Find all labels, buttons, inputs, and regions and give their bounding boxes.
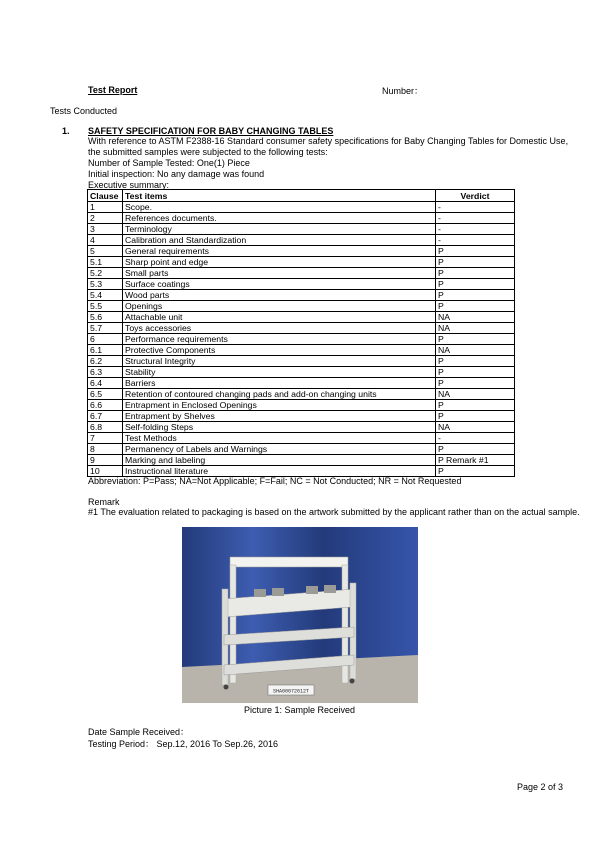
table-row — [88, 202, 515, 213]
page-number: Page 2 of 3 — [517, 782, 564, 792]
date-sample-received: Date Sample Received： — [88, 727, 190, 737]
table-row — [88, 257, 515, 268]
test-item-cell: Sharp point and edge — [123, 257, 436, 268]
verdict-cell: NA — [436, 422, 515, 433]
picture-caption: Picture 1: Sample Received — [244, 705, 356, 715]
clause-cell: 1 — [88, 202, 123, 213]
clause-cell: 6 — [88, 334, 123, 345]
verdict-cell: P — [436, 334, 515, 345]
table-body — [88, 202, 515, 477]
table-row — [88, 301, 515, 312]
test-item-cell: Scope. — [123, 202, 436, 213]
verdict-cell: P — [436, 400, 515, 411]
table-row — [88, 422, 515, 433]
clause-cell: 6.6 — [88, 400, 123, 411]
table-row — [88, 455, 515, 466]
table-row — [88, 367, 515, 378]
verdict-cell: P — [436, 268, 515, 279]
tests-conducted-heading: Tests Conducted — [50, 106, 118, 116]
intro-line: With reference to ASTM F2388-16 Standard consumer safety specifications for Baby Changing Tables for Domestic Use, — [88, 136, 569, 146]
test-item-cell: Attachable unit — [123, 312, 436, 323]
verdict-cell: P — [436, 444, 515, 455]
table-row — [88, 312, 515, 323]
report-number-label: Number： — [382, 86, 424, 96]
verdict-cell: NA — [436, 312, 515, 323]
test-item-cell: General requirements — [123, 246, 436, 257]
abbreviation-note: Abbreviation: P=Pass; NA=Not Applicable; F=Fail; NC = Not Conducted; NR = Not Requested — [88, 476, 462, 486]
test-item-cell: Entrapment in Enclosed Openings — [123, 400, 436, 411]
verdict-cell: P — [436, 279, 515, 290]
test-item-cell: References documents. — [123, 213, 436, 224]
table-row — [88, 466, 515, 477]
verdict-cell: - — [436, 202, 515, 213]
section-title: SAFETY SPECIFICATION FOR BABY CHANGING TABLES — [88, 126, 334, 136]
table-row — [88, 268, 515, 279]
clause-cell: 5.6 — [88, 312, 123, 323]
clause-cell: 4 — [88, 235, 123, 246]
test-item-cell: Structural Integrity — [123, 356, 436, 367]
clause-cell: 6.2 — [88, 356, 123, 367]
verdict-cell: - — [436, 213, 515, 224]
clause-cell: 6.1 — [88, 345, 123, 356]
verdict-cell: P — [436, 466, 515, 477]
intro-line: Executive summary: — [88, 180, 170, 190]
verdict-cell: - — [436, 235, 515, 246]
verdict-cell: P — [436, 246, 515, 257]
table-row — [88, 246, 515, 257]
clause-cell: 5.2 — [88, 268, 123, 279]
clause-cell: 9 — [88, 455, 123, 466]
test-item-cell: Wood parts — [123, 290, 436, 301]
testing-period: Testing Period： Sep.12, 2016 To Sep.26, 2016 — [88, 739, 278, 749]
test-item-cell: Openings — [123, 301, 436, 312]
intro-line: the submitted samples were subjected to the following tests: — [88, 147, 328, 157]
verdict-cell: NA — [436, 389, 515, 400]
test-item-cell: Entrapment by Shelves — [123, 411, 436, 422]
verdict-cell: NA — [436, 323, 515, 334]
clause-cell: 5 — [88, 246, 123, 257]
test-item-cell: Self-folding Steps — [123, 422, 436, 433]
table-row — [88, 444, 515, 455]
table-header-row — [88, 190, 515, 202]
table-row — [88, 356, 515, 367]
test-item-cell: Stability — [123, 367, 436, 378]
table-row — [88, 279, 515, 290]
verdict-cell: - — [436, 224, 515, 235]
verdict-cell: - — [436, 433, 515, 444]
clause-cell: 6.7 — [88, 411, 123, 422]
test-item-cell: Surface coatings — [123, 279, 436, 290]
table-row — [88, 224, 515, 235]
clause-cell: 6.5 — [88, 389, 123, 400]
header-clause: Clause — [88, 190, 123, 202]
clause-cell: 8 — [88, 444, 123, 455]
verdict-cell: P Remark #1 — [436, 455, 515, 466]
table-row — [88, 213, 515, 224]
sample-photo — [182, 527, 418, 703]
table-row — [88, 378, 515, 389]
verdict-cell: P — [436, 301, 515, 312]
report-title: Test Report — [88, 85, 138, 95]
clause-cell: 6.3 — [88, 367, 123, 378]
remark-heading: Remark — [88, 497, 120, 507]
table-row — [88, 389, 515, 400]
verdict-cell: P — [436, 356, 515, 367]
test-item-cell: Test Methods — [123, 433, 436, 444]
executive-summary-table — [87, 189, 515, 477]
sample-label-text: SHA00072612T — [272, 688, 310, 695]
test-item-cell: Permanency of Labels and Warnings — [123, 444, 436, 455]
intro-line: Initial inspection: No any damage was found — [88, 169, 265, 179]
test-item-cell: Small parts — [123, 268, 436, 279]
verdict-cell: P — [436, 290, 515, 301]
header-test-items: Test items — [123, 190, 436, 202]
test-item-cell: Calibration and Standardization — [123, 235, 436, 246]
test-item-cell: Toys accessories — [123, 323, 436, 334]
clause-cell: 5.7 — [88, 323, 123, 334]
clause-cell: 6.8 — [88, 422, 123, 433]
verdict-cell: P — [436, 378, 515, 389]
clause-cell: 5.1 — [88, 257, 123, 268]
clause-cell: 5.4 — [88, 290, 123, 301]
section-intro — [88, 136, 568, 191]
section-number: 1. — [62, 126, 70, 136]
test-item-cell: Instructional literature — [123, 466, 436, 477]
verdict-cell: P — [436, 257, 515, 268]
verdict-cell: P — [436, 367, 515, 378]
clause-cell: 2 — [88, 213, 123, 224]
table-row — [88, 345, 515, 356]
verdict-cell: NA — [436, 345, 515, 356]
table-row — [88, 235, 515, 246]
table-row — [88, 400, 515, 411]
clause-cell: 7 — [88, 433, 123, 444]
clause-cell: 10 — [88, 466, 123, 477]
test-item-cell: Marking and labeling — [123, 455, 436, 466]
table-row — [88, 323, 515, 334]
test-item-cell: Protective Components — [123, 345, 436, 356]
verdict-cell: P — [436, 411, 515, 422]
clause-cell: 5.3 — [88, 279, 123, 290]
table-row — [88, 433, 515, 444]
test-item-cell: Retention of contoured changing pads and add-on changing units — [123, 389, 436, 400]
remark-text: #1 The evaluation related to packaging is based on the artwork submitted by the applicant rather than on the actual sample. — [88, 507, 580, 517]
clause-cell: 6.4 — [88, 378, 123, 389]
clause-cell: 3 — [88, 224, 123, 235]
table-row — [88, 334, 515, 345]
test-item-cell: Barriers — [123, 378, 436, 389]
test-item-cell: Performance requirements — [123, 334, 436, 345]
table-row — [88, 290, 515, 301]
intro-line: Number of Sample Tested: One(1) Piece — [88, 158, 250, 168]
test-item-cell: Terminology — [123, 224, 436, 235]
header-verdict: Verdict — [436, 190, 515, 202]
table-row — [88, 411, 515, 422]
clause-cell: 5.5 — [88, 301, 123, 312]
